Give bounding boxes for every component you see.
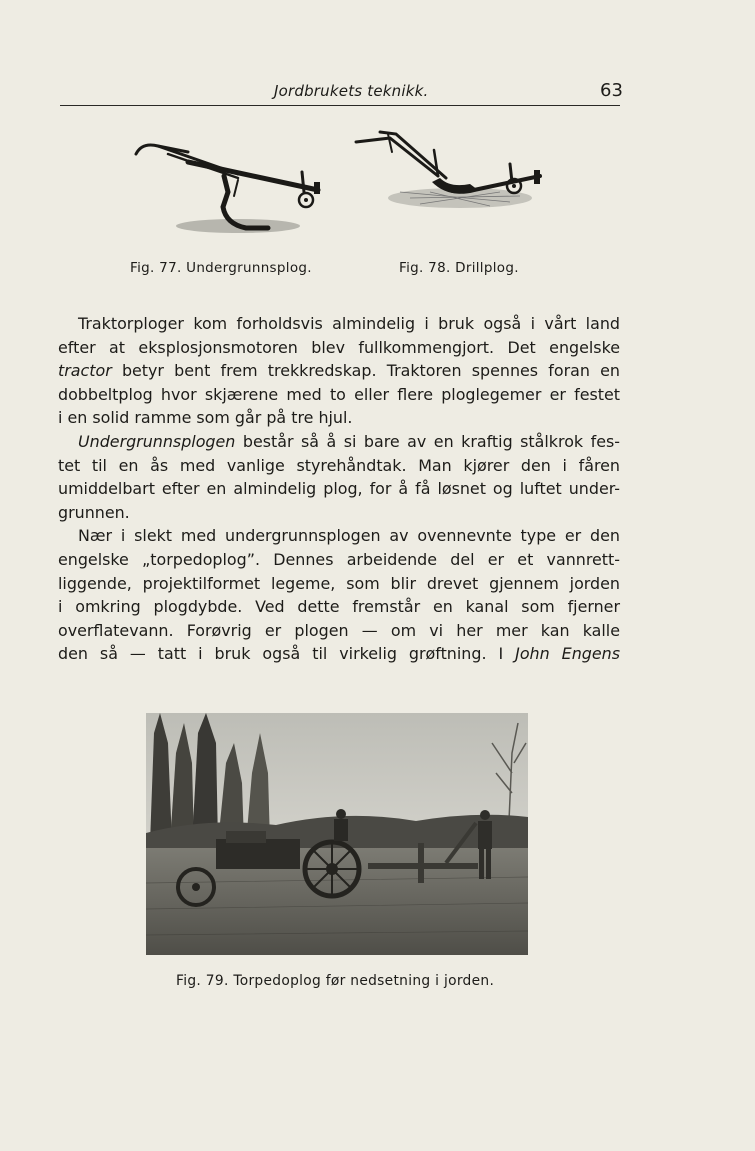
text-line: i omkring plogdybde. Ved dette fremstår en kanal som fjerner — [58, 597, 620, 617]
running-title: Jordbrukets teknikk. — [274, 82, 429, 100]
italic-term: Undergrunnsplogen — [78, 431, 236, 451]
text-line — [58, 642, 620, 666]
torpedo-plough-photo — [146, 713, 528, 955]
header-rule — [60, 105, 620, 106]
text-line: umiddelbart efter en almindelig plog, for å få løsnet og luftet under- — [58, 479, 620, 499]
text-line: grunnen. — [58, 502, 130, 522]
text-line: i en solid ramme som går på tre hjul. — [58, 408, 353, 428]
figure-79-caption: Fig. 79. Torpedoplog før nedsetning i jorden. — [176, 973, 495, 989]
text-line: dobbeltplog hvor skjærene med to eller flere ploglegemer er festet — [58, 384, 620, 404]
text-line: tet til en ås med vanlige styrehåndtak. Man kjører den i fåren — [58, 455, 620, 475]
figure-78-caption: Fig. 78. Drillplog. — [399, 260, 519, 276]
text-run: den så — tatt i bruk også til virkelig grøftning. I — [58, 644, 516, 664]
italic-name: John Engens — [515, 644, 620, 664]
text-line: Traktorploger kom forholdsvis almindelig i bruk også i vårt land — [78, 314, 620, 333]
text-run: betyr bent frem trekkredskap. Traktoren spennes foran en — [111, 361, 620, 381]
text-line: Nær i slekt med undergrunnsplogen av ovennevnte type er den — [78, 526, 620, 546]
drill-plough-illustration — [350, 126, 550, 218]
text-line — [58, 359, 620, 383]
italic-term: tractor — [58, 361, 112, 381]
text-line: engelske „torpedoplog”. Dennes arbeidende del er et vannrett- — [58, 549, 620, 569]
text-line: efter at eksplosjonsmotoren blev fullkommengjort. Det engelske — [58, 337, 620, 357]
subsoil-plough-illustration — [128, 132, 328, 244]
page-number: 63 — [600, 80, 623, 101]
figure-77-caption: Fig. 77. Undergrunnsplog. — [130, 260, 312, 276]
text-run: består så å si bare av en kraftig stålkrok fes- — [235, 431, 620, 451]
text-line: liggende, projektilformet legeme, som blir drevet gjennem jorden — [58, 573, 620, 593]
text-line: overflatevann. Forøvrig er plogen — om vi her mer kan kalle — [58, 620, 620, 640]
text-line — [58, 430, 620, 454]
body-text — [58, 312, 620, 666]
